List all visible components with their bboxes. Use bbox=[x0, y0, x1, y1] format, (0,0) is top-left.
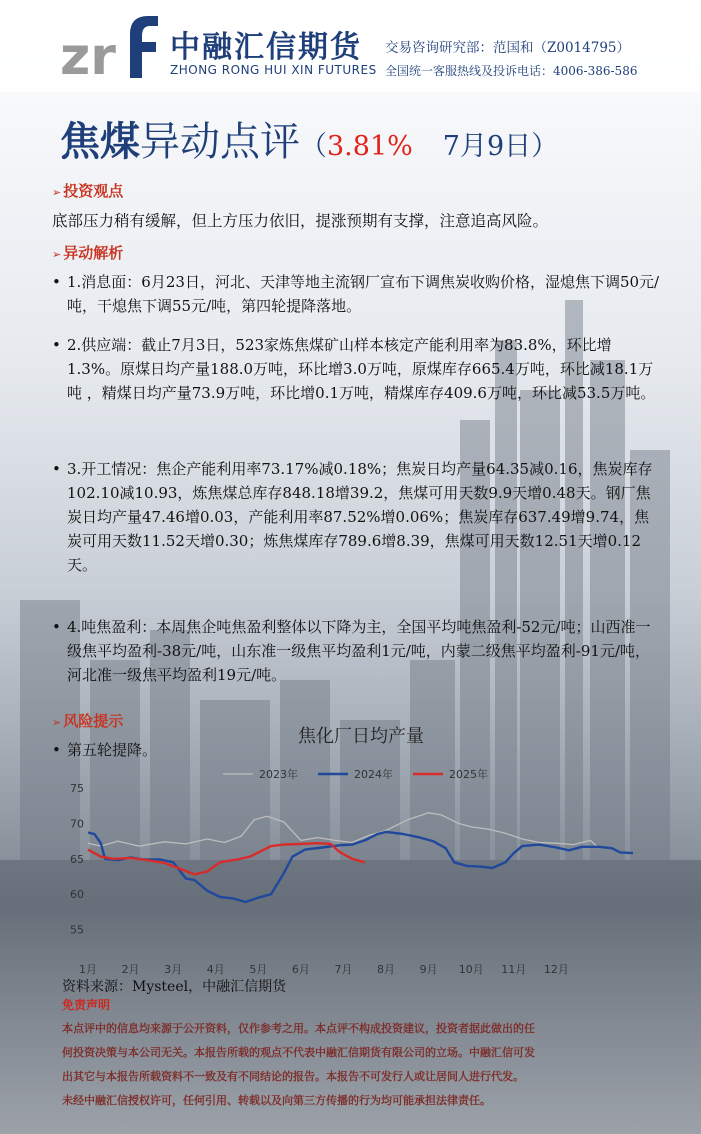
arrow-bullet-icon: ➢ bbox=[52, 248, 62, 261]
x-tick-label: 6月 bbox=[291, 963, 310, 975]
page-title bbox=[60, 110, 558, 167]
header-bar bbox=[0, 0, 701, 92]
legend-label: 2024年 bbox=[354, 768, 393, 781]
brand-name-cn: 中融汇信期货 bbox=[170, 30, 362, 65]
x-tick-label: 12月 bbox=[543, 963, 569, 975]
disclaimer-line: 本点评中的信息均来源于公开资料，仅作参考之用。本点评不构成投资建议，投资者据此做出的任 bbox=[62, 1022, 535, 1035]
chart-title: 焦化厂日均产量 bbox=[298, 726, 424, 747]
x-tick-label: 4月 bbox=[206, 963, 225, 975]
analysis-heading-text: 异动解析 bbox=[63, 244, 124, 262]
x-tick-label: 5月 bbox=[249, 963, 268, 975]
analysis-item-text: 4.吨焦盈利：本周焦企吨焦盈利整体以下降为主，全国平均吨焦盈利-52元/吨；山西准一级焦平均盈利-38元/吨，山东准一级焦平均盈利1元/吨，内蒙二级焦平均盈利-91元/吨，河北准一级焦平均盈利19元/吨。 bbox=[67, 618, 651, 684]
risk-item-text: 第五轮提降。 bbox=[67, 741, 158, 759]
arrow-bullet-icon: ➢ bbox=[52, 186, 62, 199]
risk-heading-text: 风险提示 bbox=[63, 712, 124, 730]
x-tick-label: 11月 bbox=[501, 963, 527, 975]
analysis-item bbox=[52, 270, 660, 318]
view-heading bbox=[52, 180, 123, 201]
y-tick-label: 75 bbox=[70, 782, 84, 795]
data-source: 资料来源：Mysteel，中融汇信期货 bbox=[62, 979, 287, 995]
bullet-dot-icon: • bbox=[52, 618, 61, 636]
bullet-dot-icon: • bbox=[52, 273, 61, 291]
hotline-contact: 全国统一客服热线及投诉电话：4006-386-586 bbox=[385, 64, 638, 78]
disclaimer-text bbox=[62, 1017, 672, 1113]
bullet-dot-icon: • bbox=[52, 460, 61, 478]
y-tick-label: 65 bbox=[70, 852, 84, 866]
x-tick-label: 1月 bbox=[79, 963, 97, 975]
disclaimer-title: 免责声明 bbox=[62, 998, 111, 1012]
title-paren: （ bbox=[300, 131, 327, 162]
analysis-item bbox=[52, 333, 660, 405]
x-tick-label: 3月 bbox=[164, 963, 183, 975]
analysis-heading bbox=[52, 242, 123, 263]
risk-heading bbox=[52, 710, 123, 731]
y-tick-label: 60 bbox=[70, 888, 84, 902]
brand-name-en: ZHONG RONG HUI XIN FUTURES bbox=[170, 63, 377, 77]
line-chart bbox=[48, 760, 668, 975]
x-tick-label: 7月 bbox=[334, 963, 353, 975]
y-tick-label: 70 bbox=[70, 817, 84, 831]
analyst-contact: 交易咨询研究部：范国和（Z0014795） bbox=[385, 40, 631, 56]
analysis-item bbox=[52, 457, 660, 577]
legend-label: 2023年 bbox=[259, 768, 298, 781]
analysis-item-text: 1.消息面：6月23日，河北、天津等地主流钢厂宣布下调焦炭收购价格，湿熄焦下调50元/吨，干熄焦下调55元/吨，第四轮提降落地。 bbox=[67, 273, 660, 315]
x-tick-label: 10月 bbox=[458, 963, 484, 975]
disclaimer-line: 何投资决策与本公司无关。本报告所载的观点不代表中融汇信期货有限公司的立场。中融汇信可发 bbox=[62, 1046, 535, 1059]
x-tick-label: 2月 bbox=[121, 963, 140, 975]
risk-item bbox=[52, 738, 202, 762]
bullet-dot-icon: • bbox=[52, 336, 61, 354]
analysis-item-text: 3.开工情况：焦企产能利用率73.17%减0.18%；焦炭日均产量64.35减0.16，焦炭库存102.10减10.93，炼焦煤总库存848.18增39.2，焦煤可用天数9.9天增0.48天。钢厂焦炭日均产量47.46增0.03，产能利用率87.52%增0.06%；焦炭库存637.49增9.74，焦炭可用天数11.52天增0.30；炼焦煤库存789.6增8.39，焦煤可用天数12.51天增0.12天。 bbox=[67, 460, 653, 574]
view-text: 底部压力稍有缓解，但上方压力依旧，提涨预期有支撑，注意追高风险。 bbox=[52, 212, 549, 230]
title-date: 7月9日） bbox=[442, 131, 559, 162]
bullet-dot-icon: • bbox=[52, 741, 61, 759]
y-tick-label: 55 bbox=[70, 923, 84, 937]
series-line bbox=[88, 813, 599, 848]
svg-text:zr: zr bbox=[60, 27, 116, 80]
title-sub: 异动点评 bbox=[140, 119, 300, 165]
disclaimer-line: 出其它与本报告所载资料不一致及有不同结论的报告。本报告不可发行人或让居间人进行代发。 bbox=[62, 1070, 524, 1083]
x-tick-label: 9月 bbox=[419, 963, 438, 975]
analysis-item-text: 2.供应端：截止7月3日，523家炼焦煤矿山样本核定产能利用率为83.8%，环比增1.3%。原煤日均产量188.0万吨，环比增3.0万吨，原煤库存665.4万吨，环比减18.1万吨 ，精煤日均产量73.9万吨，环比增0.1万吨，精煤库存409.6万吨，环比减53.5万吨。 bbox=[67, 336, 656, 402]
arrow-bullet-icon: ➢ bbox=[52, 716, 62, 729]
x-tick-label: 8月 bbox=[377, 963, 396, 975]
analysis-item bbox=[52, 615, 660, 687]
title-main: 焦煤 bbox=[60, 119, 140, 165]
company-logo bbox=[60, 12, 160, 80]
view-heading-text: 投资观点 bbox=[63, 182, 124, 200]
title-change-percent: 3.81% bbox=[327, 131, 413, 162]
legend-label: 2025年 bbox=[449, 768, 488, 781]
disclaimer-line: 未经中融汇信授权许可，任何引用、转载以及向第三方传播的行为均可能承担法律责任。 bbox=[62, 1094, 491, 1107]
